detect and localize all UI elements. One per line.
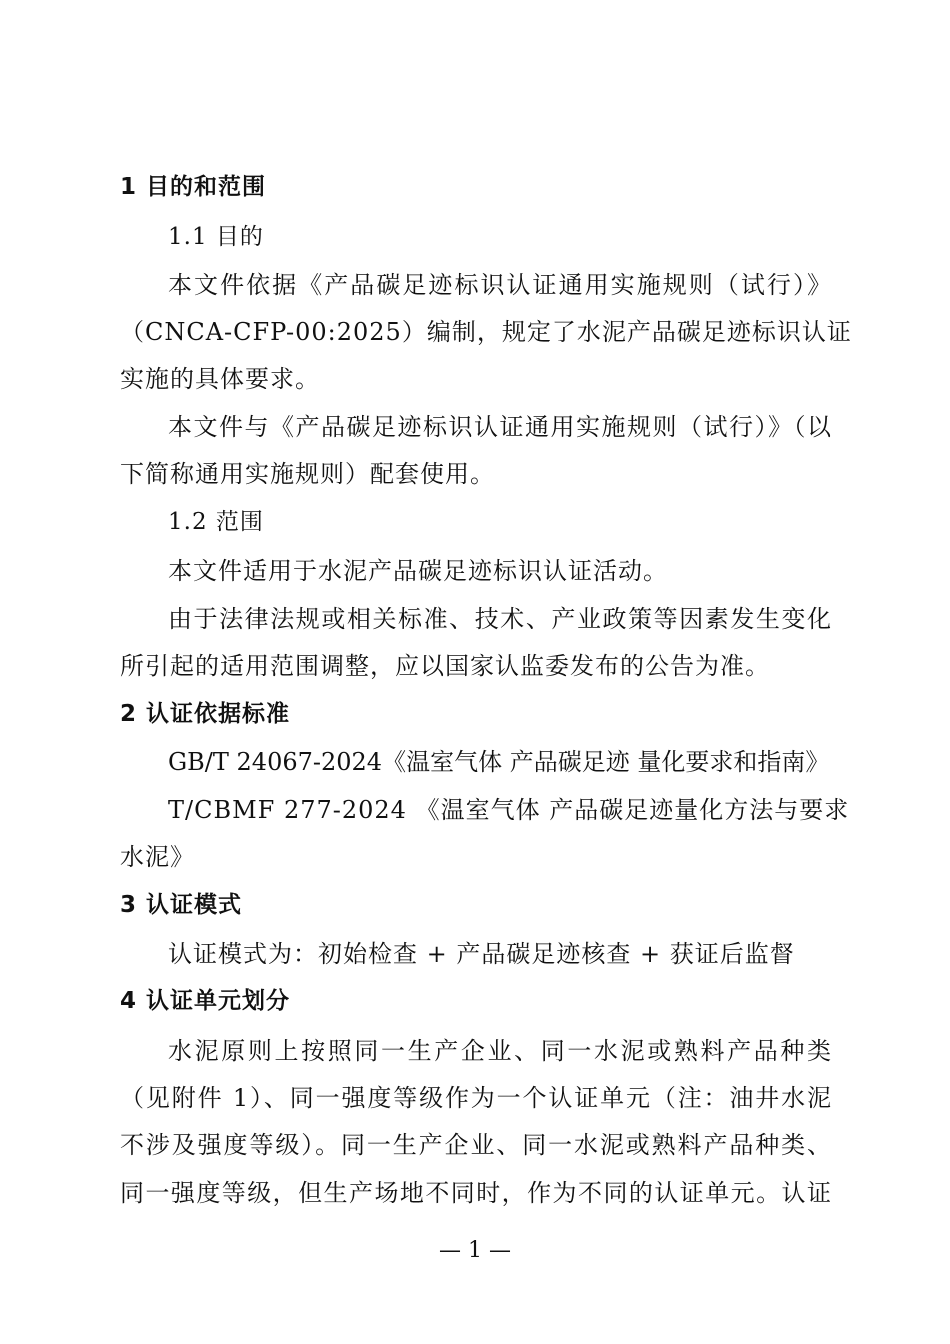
paragraph-line: 实施的具体要求。: [120, 365, 320, 393]
paragraph-line: 由于法律法规或相关标准、技术、产业政策等因素发生变化: [168, 605, 832, 633]
section-3-heading: 3 认证模式: [120, 892, 243, 918]
paragraph-line: 所引起的适用范围调整，应以国家认监委发布的公告为准。: [120, 652, 770, 680]
section-2-heading: 2 认证依据标准: [120, 701, 291, 727]
paragraph-line: 水泥原则上按照同一生产企业、同一水泥或熟料产品种类: [168, 1037, 832, 1065]
paragraph-line: （CNCA-CFP-00:2025）编制，规定了水泥产品碳足迹标识认证: [120, 318, 852, 346]
paragraph-line: 本文件与《产品碳足迹标识认证通用实施规则（试行）》（以: [168, 413, 832, 441]
standard-reference: T/CBMF 277-2024 《温室气体 产品碳足迹量化方法与要求: [168, 796, 850, 824]
section-1-1-heading: 1.1 目的: [168, 224, 264, 250]
page-number: — 1 —: [439, 1238, 511, 1263]
paragraph-line: 同一强度等级，但生产场地不同时，作为不同的认证单元。认证: [120, 1179, 832, 1207]
paragraph-line: 本文件依据《产品碳足迹标识认证通用实施规则（试行）》: [168, 271, 832, 299]
paragraph-line: 下简称通用实施规则）配套使用。: [120, 460, 495, 488]
paragraph-line: 本文件适用于水泥产品碳足迹标识认证活动。: [168, 557, 668, 585]
section-1-heading: 1 目的和范围: [120, 174, 267, 200]
standard-reference: GB/T 24067-2024《温室气体 产品碳足迹 量化要求和指南》: [168, 748, 830, 776]
section-4-heading: 4 认证单元划分: [120, 988, 291, 1014]
paragraph-line: 认证模式为：初始检查 + 产品碳足迹核查 + 获证后监督: [168, 940, 795, 968]
section-1-2-heading: 1.2 范围: [168, 509, 264, 535]
paragraph-line: 不涉及强度等级）。同一生产企业、同一水泥或熟料产品种类、: [120, 1131, 832, 1159]
standard-reference: 水泥》: [120, 843, 195, 871]
paragraph-line: （见附件 1）、同一强度等级作为一个认证单元（注：油井水泥: [120, 1084, 832, 1112]
